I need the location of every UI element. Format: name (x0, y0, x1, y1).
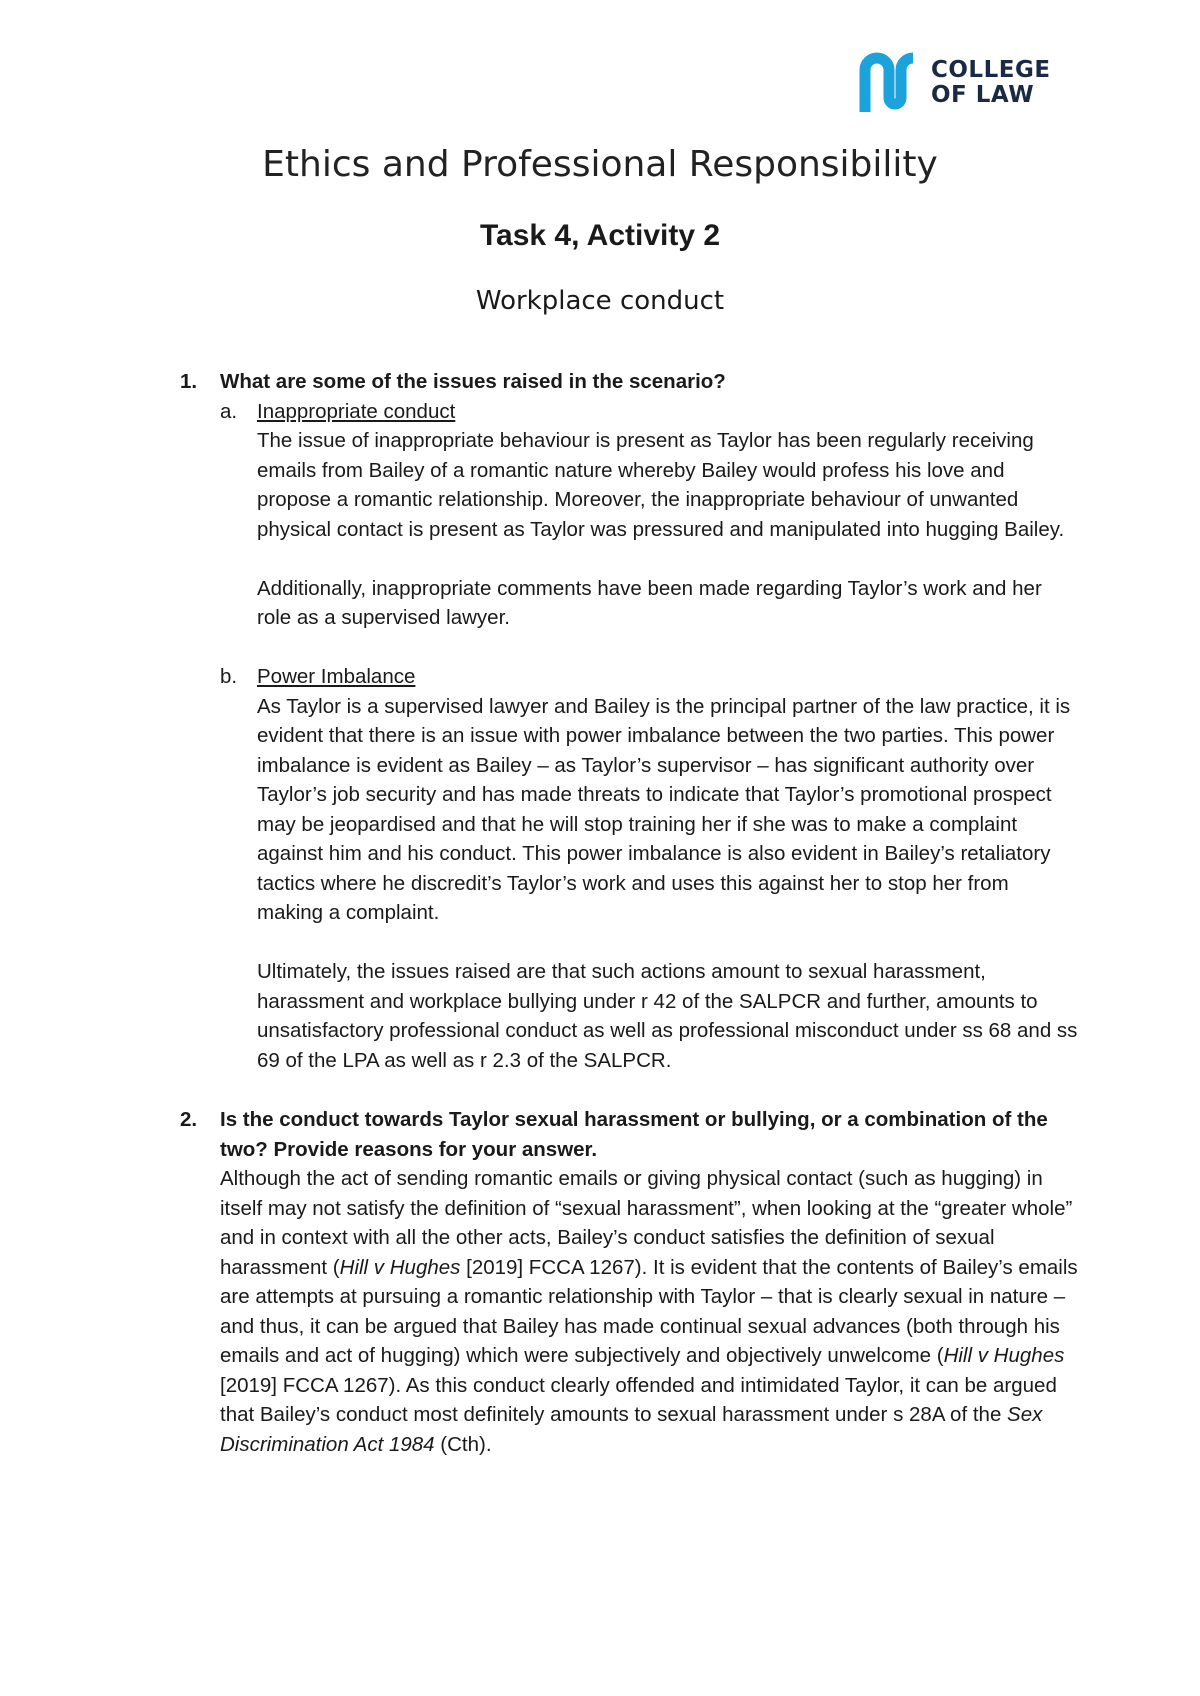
issue-b (220, 662, 1080, 1075)
question-2-text: Is the conduct towards Taylor sexual harassment or bullying, or a combination of the two? Provide reasons for your answer. (220, 1108, 1048, 1161)
issue-a-letter: a. (220, 399, 238, 423)
case-citation-1: Hill v Hughes (339, 1255, 461, 1279)
issue-a (220, 397, 1080, 633)
issue-b-letter: b. (220, 665, 238, 688)
college-of-law-logo (851, 48, 1051, 118)
issue-b-paragraph-1: As Taylor is a supervised lawyer and Bailey is the principal partner of the law practice, it is evident that there is an issue with power imbalance between the two parties. This power imbalance is evident as Bailey – as Taylor’s supervisor – has significant authority over Taylor’s job security and has made threats to indicate that Taylor’s promotional prospect may be jeopardised and that he will stop training her if she was to make a complaint against him and his conduct. This power imbalance is also evident in Bailey’s retaliatory tactics where he discredit’s Taylor’s work and uses this against her to stop her from making a complaint. (257, 694, 1071, 924)
document-title: Ethics and Professional Responsibility (262, 144, 938, 185)
college-of-law-logo-icon (851, 48, 921, 118)
document-body (180, 367, 1080, 1459)
question-2 (180, 1105, 1080, 1459)
issue-b-heading: Power Imbalance (257, 665, 416, 688)
act-citation: Sex Discrimination Act 1984 (220, 1403, 1043, 1456)
issue-a-paragraph-1: The issue of inappropriate behaviour is present as Taylor has been regularly receiving emails from Bailey of a romantic nature whereby Bailey would profess his love and propose a romantic relationship. Moreover, the inappropriate behaviour of unwanted physical contact is present as Taylor was pressured and manipulated into hugging Bailey. (257, 429, 1065, 541)
issue-a-heading: Inappropriate conduct (257, 399, 456, 423)
case-citation-2: Hill v Hughes (943, 1344, 1065, 1367)
question-2-number: 2. (180, 1108, 198, 1131)
question-2-answer (220, 1164, 1080, 1459)
logo-line-2: OF LAW (931, 82, 1035, 108)
answer-text-2: [2019] FCCA 1267). It is evident that the contents of Bailey’s emails are attempts at pursuing a romantic relationship with Taylor – that is clearly sexual in nature – and thus, it can be argued that Bailey has made continual sexual advances (both through his emails and act of hugging) which were subjectively and objectively unwelcome ( (220, 1255, 1078, 1367)
question-1 (180, 367, 1080, 1075)
logo-wordmark (931, 58, 1051, 108)
question-1-number: 1. (180, 370, 198, 393)
issue-b-paragraph-2: Ultimately, the issues raised are that such actions amount to sexual harassment, harassment and workplace bullying under r 42 of the SALPCR and further, amounts to unsatisfactory professional conduct as well as professional misconduct under ss 68 and ss 69 of the LPA as well as r 2.3 of the SALPCR. (257, 960, 1078, 1072)
answer-text-1: Although the act of sending romantic emails or giving physical contact (such as hugging) in itself may not satisfy the definition of “sexual harassment”, when looking at the “greater whole” and in context with all the other acts, Bailey’s conduct satisfies the definition of sexual harassment ( (220, 1167, 1073, 1279)
answer-text-4: (Cth). (434, 1432, 492, 1456)
issue-a-paragraph-2: Additionally, inappropriate comments have been made regarding Taylor’s work and her role as a supervised lawyer. (257, 576, 1042, 629)
document-topic: Workplace conduct (475, 286, 725, 316)
answer-text-3: [2019] FCCA 1267). As this conduct clearly offended and intimidated Taylor, it can be argued that Bailey’s conduct most definitely amounts to sexual harassment under s 28A of the (220, 1373, 1057, 1426)
logo-line-1: COLLEGE (931, 57, 1051, 83)
question-1-text: What are some of the issues raised in the scenario? (220, 370, 726, 393)
document-subtitle: Task 4, Activity 2 (479, 219, 721, 252)
